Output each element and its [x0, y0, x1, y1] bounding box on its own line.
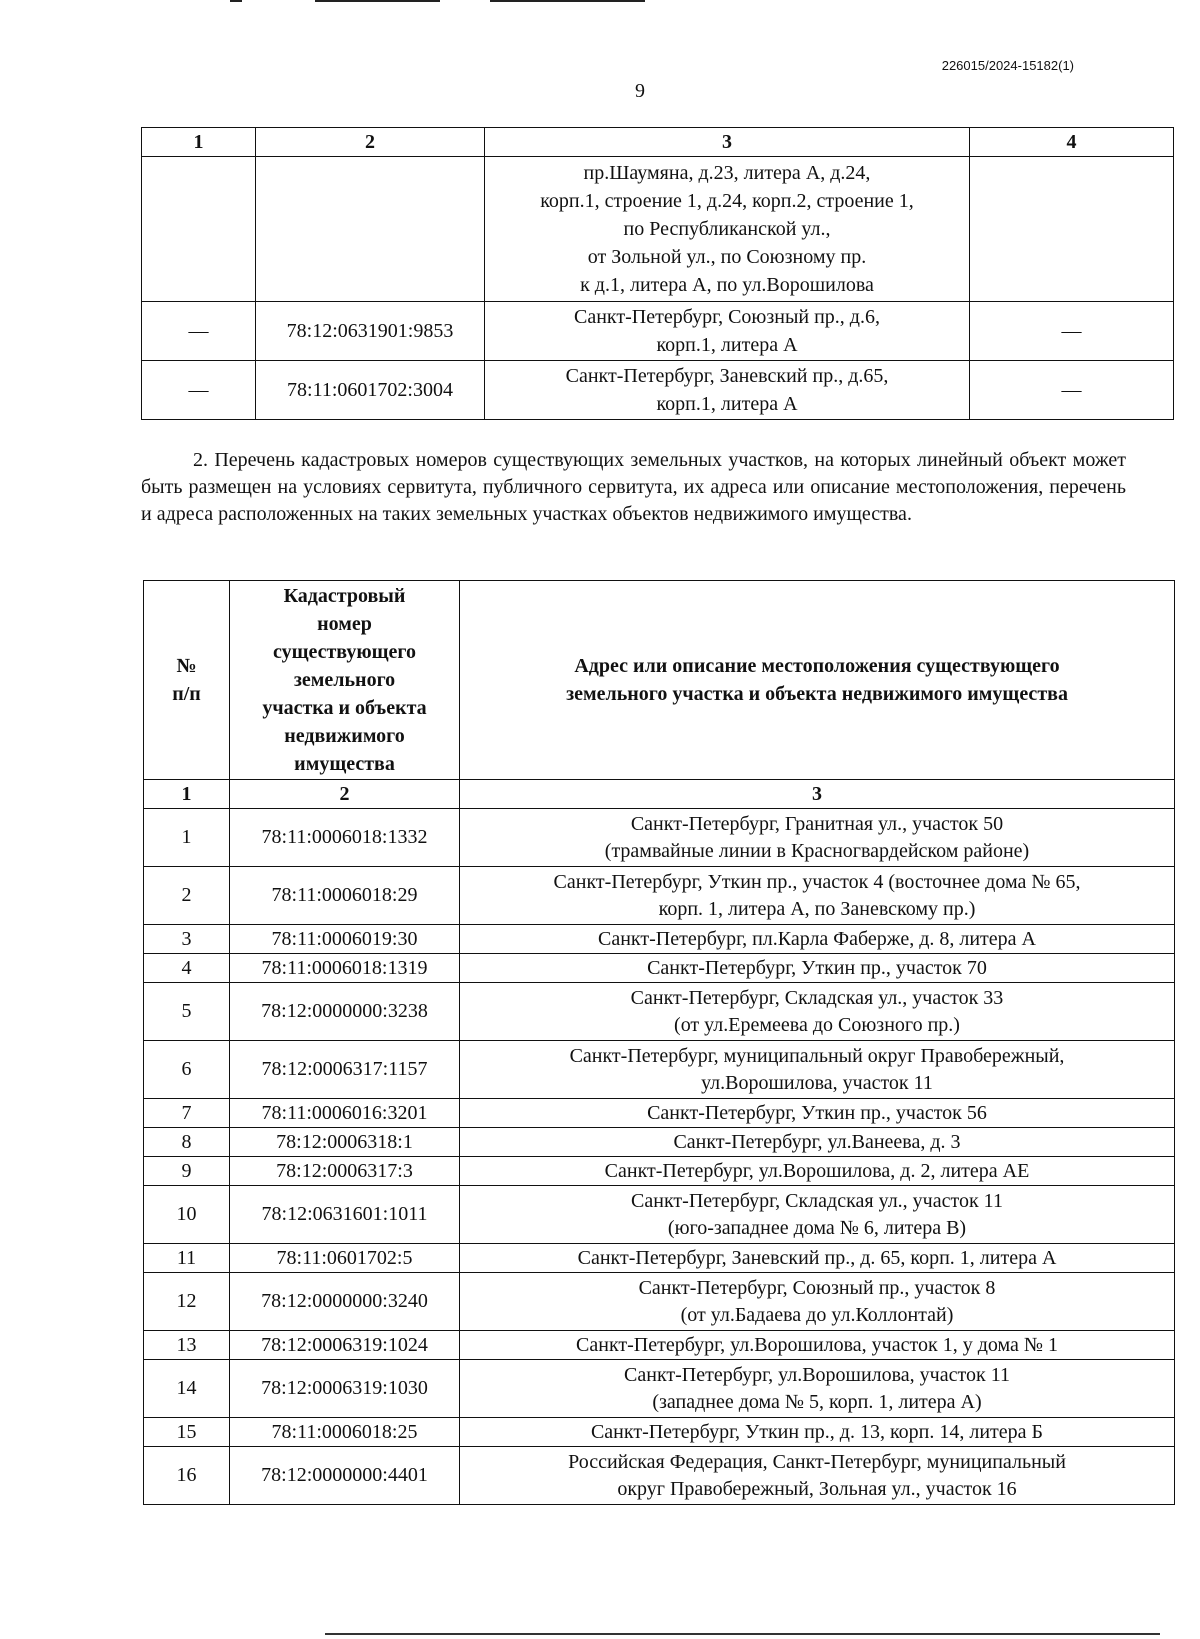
paragraph-2: 2. Перечень кадастровых номеров существующих земельных участков, на которых линейный объект может быть размещен на условиях сервитута, публичного сервитута, их адреса или описание местоположения, перечень и адреса расположенных на таких земельных участках объектов недвижимого имущества.: [141, 449, 1126, 525]
table-row: [142, 361, 1174, 420]
row-number-cell: 5: [144, 983, 230, 1041]
top-scan-marks: [230, 0, 650, 3]
address-line: (от ул.Еремеева до Союзного пр.): [674, 1013, 960, 1036]
header-line: имущества: [294, 753, 395, 775]
row-number-cell: 2: [144, 867, 230, 925]
table-header-row: [144, 581, 1175, 780]
header-line: Адрес или описание местоположения существующего: [574, 655, 1060, 677]
row-number-cell: 1: [144, 809, 230, 867]
header-cell: 4: [970, 128, 1174, 157]
address-line: округ Правобережный, Зольная ул., участок 16: [617, 1477, 1017, 1500]
address-line: Санкт-Петербург, Складская ул., участок 33: [630, 986, 1004, 1009]
cadastral-number-cell: 78:12:0006319:1024: [230, 1331, 460, 1360]
address-cell: [460, 1331, 1175, 1360]
cadastral-number-cell: 78:11:0006018:25: [230, 1418, 460, 1447]
continuation-table: [141, 127, 1174, 420]
address-line: по Республиканской ул.,: [623, 218, 831, 240]
address-line: Санкт-Петербург, Заневский пр., д.65,: [565, 365, 889, 387]
address-line: Российская Федерация, Санкт-Петербург, муниципальный: [568, 1450, 1066, 1473]
address-line: (трамвайные линии в Красногвардейском районе): [604, 839, 1030, 862]
address-line: (от ул.Бадаева до ул.Коллонтай): [680, 1303, 954, 1326]
address-line: Санкт-Петербург, Союзный пр., д.6,: [574, 306, 880, 328]
address-cell: [460, 867, 1175, 925]
document-number: 226015/2024-15182(1): [941, 58, 1074, 73]
address-line: Санкт-Петербург, ул.Ворошилова, участок 1, у дома № 1: [576, 1333, 1058, 1356]
address-line: Санкт-Петербург, ул.Ворошилова, участок 11: [624, 1363, 1010, 1386]
address-line: от Зольной ул., по Союзному пр.: [587, 246, 867, 268]
header-line: п/п: [172, 683, 201, 705]
row-number-cell: [142, 157, 256, 302]
row-number-cell: 16: [144, 1447, 230, 1505]
cadastral-number-cell: 78:12:0631601:1011: [230, 1186, 460, 1244]
header-cell: 3: [485, 128, 970, 157]
row-number-cell: —: [142, 361, 256, 420]
header-line: недвижимого: [284, 725, 405, 747]
address-line: ул.Ворошилова, участок 11: [701, 1071, 933, 1094]
row-number-cell: 3: [144, 925, 230, 954]
cadastral-number-cell: 78:12:0000000:4401: [230, 1447, 460, 1505]
address-cell: [460, 1244, 1175, 1273]
address-line: Санкт-Петербург, Уткин пр., д. 13, корп. 14, литера Б: [590, 1420, 1044, 1443]
table-row: [144, 1244, 1175, 1273]
address-line: Санкт-Петербург, Союзный пр., участок 8: [638, 1276, 996, 1299]
address-cell: [460, 1128, 1175, 1157]
address-cell: [485, 302, 970, 361]
bottom-scan-line: [325, 1633, 1160, 1635]
cadastral-number-cell: 78:12:0006317:3: [230, 1157, 460, 1186]
row-number-cell: —: [142, 302, 256, 361]
header-line: земельного участка и объекта недвижимого имущества: [566, 683, 1068, 705]
address-line: корп. 1, литера А, по Заневскому пр.): [658, 897, 976, 920]
address-cell: [460, 1273, 1175, 1331]
address-cell: [460, 809, 1175, 867]
table-row: [144, 1186, 1175, 1244]
cadastral-number-cell: 78:12:0006318:1: [230, 1128, 460, 1157]
address-cell: [460, 954, 1175, 983]
address-cell: [460, 1099, 1175, 1128]
table-row: [144, 983, 1175, 1041]
cadastral-number-cell: 78:11:0601702:3004: [256, 361, 485, 420]
header-line: Кадастровый: [283, 585, 406, 607]
table-row: [144, 809, 1175, 867]
address-cell: [485, 361, 970, 420]
row-number-cell: 8: [144, 1128, 230, 1157]
header-line: земельного: [293, 669, 396, 691]
header-cell: 2: [256, 128, 485, 157]
note-cell: —: [970, 361, 1174, 420]
cadastral-number-cell: 78:11:0006018:1332: [230, 809, 460, 867]
header-line: номер: [317, 613, 372, 635]
table-row: [144, 1331, 1175, 1360]
header-line: участка и объекта: [262, 697, 427, 719]
table-row: [144, 1273, 1175, 1331]
note-cell: [970, 157, 1174, 302]
table-row: [144, 1041, 1175, 1099]
table-row: [144, 1128, 1175, 1157]
row-number-cell: 15: [144, 1418, 230, 1447]
column-number-cell: 3: [460, 780, 1175, 809]
column-number-cell: 1: [144, 780, 230, 809]
address-line: Санкт-Петербург, Гранитная ул., участок 50: [630, 812, 1004, 835]
table-row: [144, 954, 1175, 983]
note-cell: —: [970, 302, 1174, 361]
address-line: Санкт-Петербург, пл.Карла Фаберже, д. 8, литера А: [598, 927, 1036, 950]
address-cell: [460, 925, 1175, 954]
address-line: Санкт-Петербург, Уткин пр., участок 70: [647, 956, 987, 979]
row-number-cell: 7: [144, 1099, 230, 1128]
address-line: корп.1, литера А: [656, 334, 798, 356]
row-number-cell: 4: [144, 954, 230, 983]
address-cell: [460, 1186, 1175, 1244]
table-row: [144, 1360, 1175, 1418]
header-cell-address: [460, 581, 1175, 780]
address-line: пр.Шаумяна, д.23, литера А, д.24,: [583, 162, 871, 184]
cadastral-number-cell: 78:12:0006317:1157: [230, 1041, 460, 1099]
cadastral-number-cell: 78:12:0000000:3238: [230, 983, 460, 1041]
cadastral-number-cell: 78:11:0006018:1319: [230, 954, 460, 983]
cadastral-number-cell: 78:11:0601702:5: [230, 1244, 460, 1273]
cadastral-number-cell: 78:11:0006018:29: [230, 867, 460, 925]
row-number-cell: 13: [144, 1331, 230, 1360]
table-row: [144, 1099, 1175, 1128]
cadastral-number-cell: 78:12:0631901:9853: [256, 302, 485, 361]
header-cell-number: [144, 581, 230, 780]
address-line: Санкт-Петербург, Заневский пр., д. 65, корп. 1, литера А: [577, 1246, 1057, 1269]
table-row: [144, 1418, 1175, 1447]
row-number-cell: 12: [144, 1273, 230, 1331]
address-cell: [460, 1157, 1175, 1186]
cadastral-number-cell: 78:12:0006319:1030: [230, 1360, 460, 1418]
address-line: (юго-западнее дома № 6, литера В): [667, 1216, 967, 1239]
land-plots-table: [143, 580, 1175, 1505]
table-row: [144, 1157, 1175, 1186]
address-line: Санкт-Петербург, ул.Ванеева, д. 3: [673, 1130, 961, 1153]
table-row: [144, 1447, 1175, 1505]
address-line: корп.1, литера А: [656, 393, 798, 415]
cadastral-number-cell: 78:12:0000000:3240: [230, 1273, 460, 1331]
table-row: [142, 157, 1174, 302]
cadastral-number-cell: [256, 157, 485, 302]
address-line: корп.1, строение 1, д.24, корп.2, строение 1,: [540, 190, 914, 212]
header-cell: 1: [142, 128, 256, 157]
column-number-cell: 2: [230, 780, 460, 809]
table-row: [144, 925, 1175, 954]
table-header-row: [142, 128, 1174, 157]
row-number-cell: 6: [144, 1041, 230, 1099]
table-row: [142, 302, 1174, 361]
address-line: Санкт-Петербург, ул.Ворошилова, д. 2, литера АЕ: [604, 1159, 1030, 1182]
row-number-cell: 10: [144, 1186, 230, 1244]
address-cell: [460, 1447, 1175, 1505]
address-line: Санкт-Петербург, муниципальный округ Правобережный,: [569, 1044, 1065, 1067]
address-cell: [460, 1418, 1175, 1447]
address-cell: [485, 157, 970, 302]
row-number-cell: 9: [144, 1157, 230, 1186]
address-line: Санкт-Петербург, Складская ул., участок 11: [631, 1189, 1003, 1212]
address-cell: [460, 1041, 1175, 1099]
header-line: существующего: [272, 641, 417, 663]
cadastral-number-cell: 78:11:0006019:30: [230, 925, 460, 954]
page-number: 9: [635, 80, 645, 102]
header-cell-cadastral: [230, 581, 460, 780]
address-line: к д.1, литера А, по ул.Ворошилова: [580, 274, 874, 296]
cadastral-number-cell: 78:11:0006016:3201: [230, 1099, 460, 1128]
address-line: Санкт-Петербург, Уткин пр., участок 56: [647, 1101, 987, 1124]
address-cell: [460, 1360, 1175, 1418]
row-number-cell: 11: [144, 1244, 230, 1273]
header-line: №: [176, 655, 197, 677]
column-number-row: [144, 780, 1175, 809]
address-line: Санкт-Петербург, Уткин пр., участок 4 (восточнее дома № 65,: [553, 870, 1081, 893]
table-row: [144, 867, 1175, 925]
row-number-cell: 14: [144, 1360, 230, 1418]
address-line: (западнее дома № 5, корп. 1, литера А): [652, 1390, 982, 1413]
address-cell: [460, 983, 1175, 1041]
